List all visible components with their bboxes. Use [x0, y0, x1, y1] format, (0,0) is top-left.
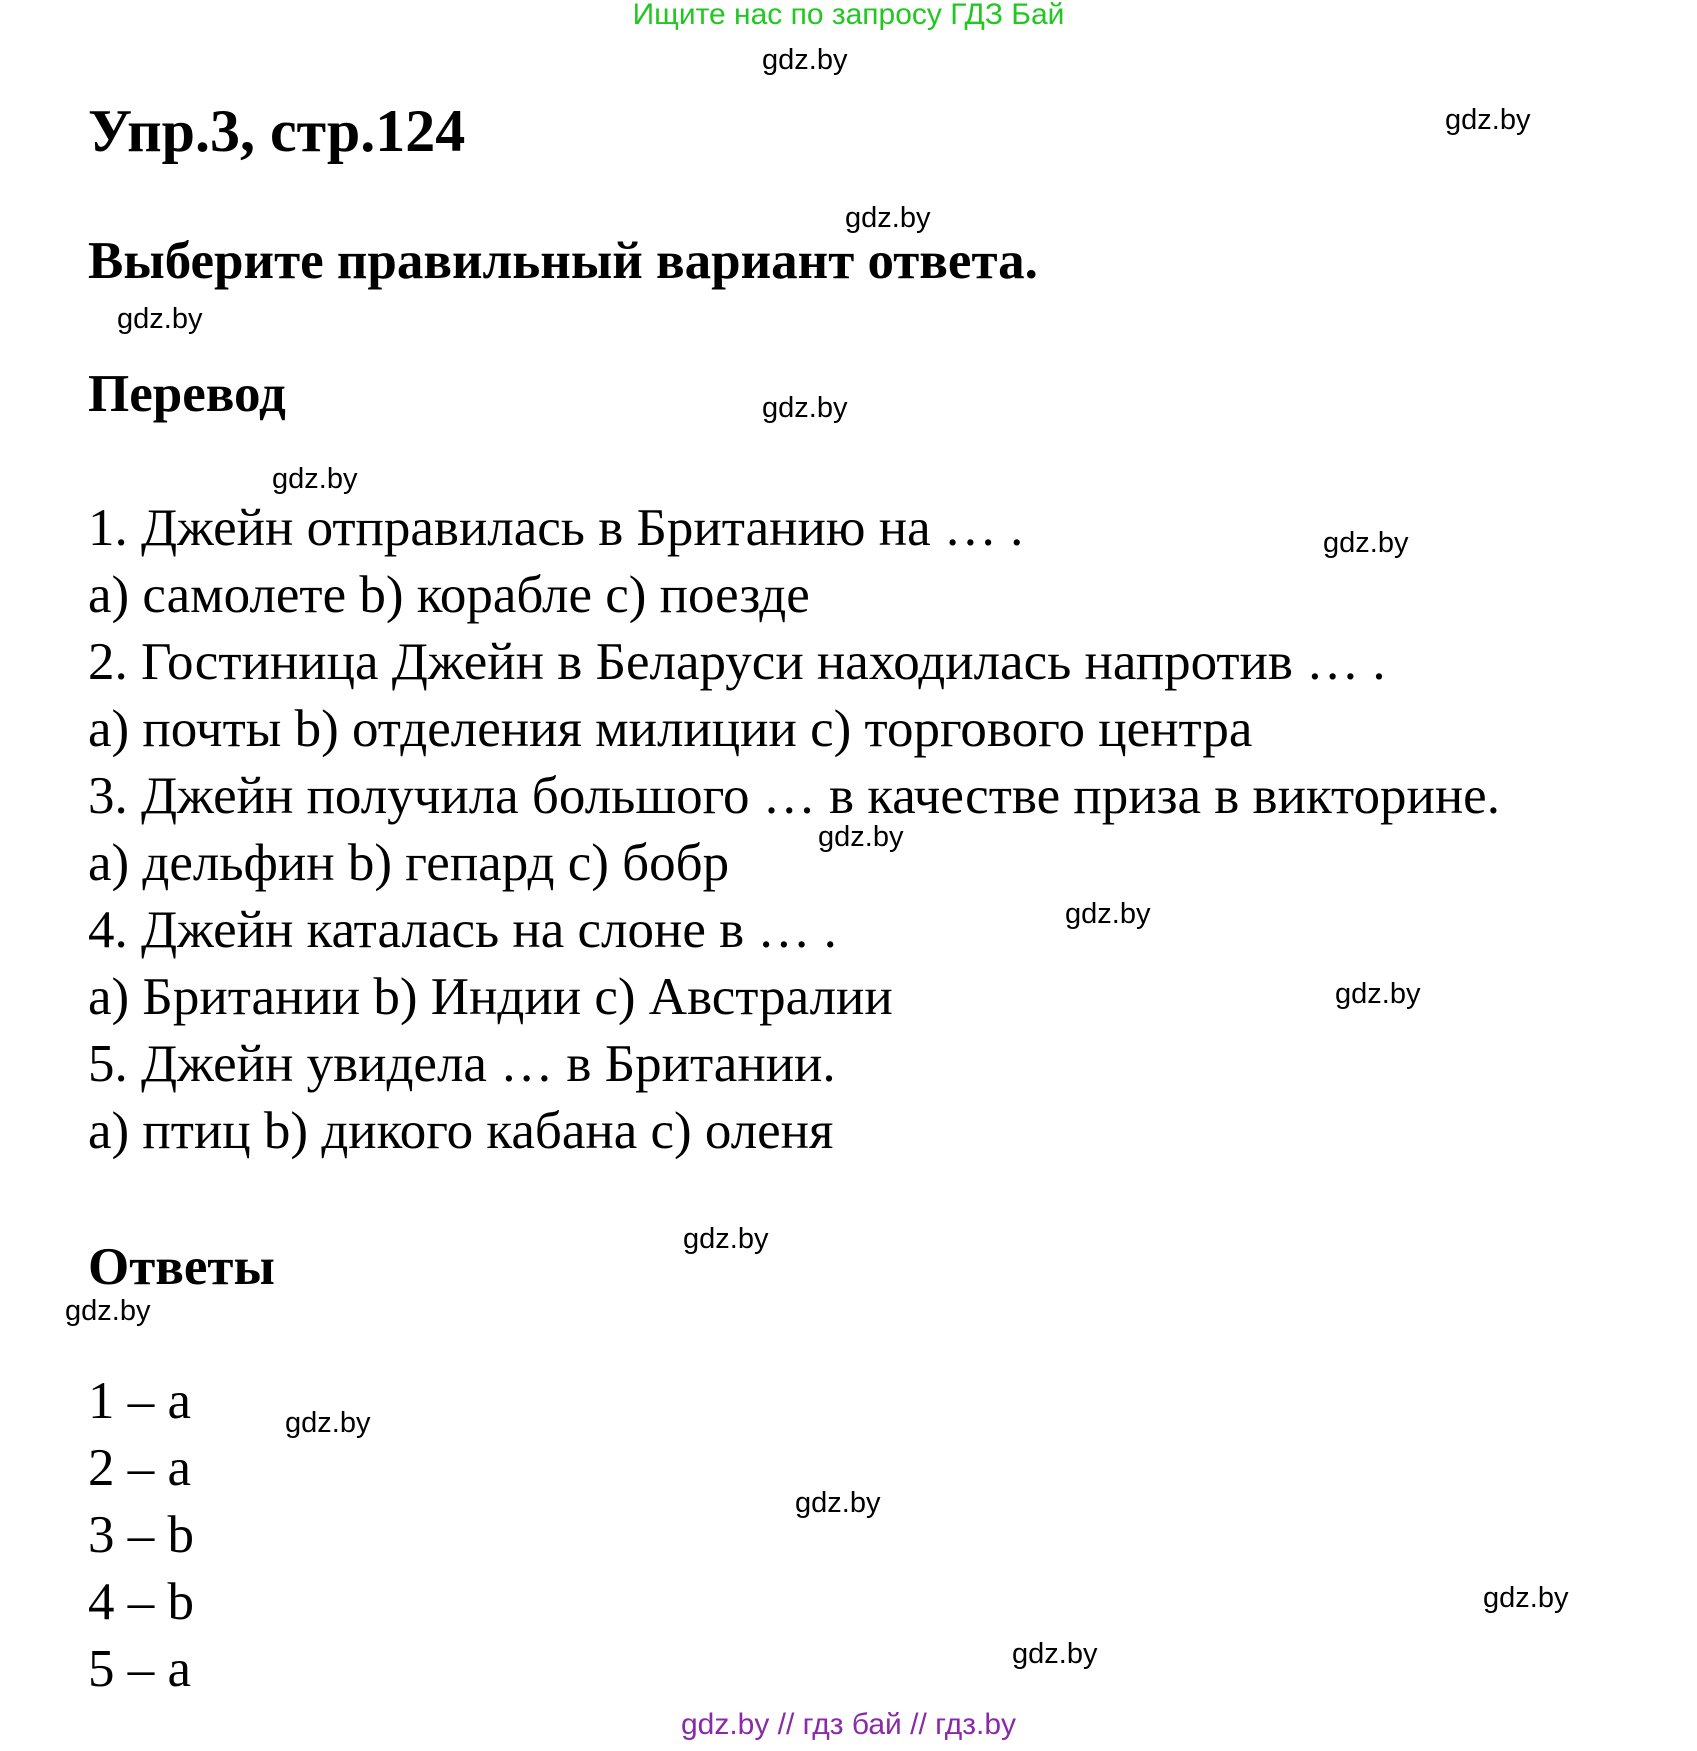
watermark: gdz.by	[1323, 527, 1409, 559]
page-title: Упр.3, стр.124	[88, 98, 466, 164]
watermark: gdz.by	[683, 1223, 769, 1255]
answer-1: 1 – a	[88, 1372, 192, 1430]
watermark: gdz.by	[1445, 104, 1531, 136]
question-2: 2. Гостиница Джейн в Беларуси находилась напротив … .	[88, 633, 1386, 691]
watermark: gdz.by	[762, 44, 848, 76]
top-banner[interactable]: Ищите нас по запросу ГДЗ Бай	[632, 0, 1065, 31]
options-3: a) дельфин b) гепард c) бобр	[88, 834, 730, 892]
answer-3: 3 – b	[88, 1506, 194, 1564]
watermark: gdz.by	[1012, 1638, 1098, 1670]
answer-4: 4 – b	[88, 1573, 194, 1631]
question-3: 3. Джейн получила большого … в качестве приза в викторине.	[88, 767, 1500, 825]
watermark: gdz.by	[795, 1487, 881, 1519]
watermark: gdz.by	[65, 1295, 151, 1327]
translation-heading: Перевод	[88, 365, 286, 423]
options-4: a) Британии b) Индии c) Австралии	[88, 968, 893, 1026]
watermark: gdz.by	[762, 392, 848, 424]
options-5: a) птиц b) дикого кабана c) оленя	[88, 1102, 834, 1160]
footer-links[interactable]: gdz.by // гдз бай // гдз.by	[680, 1708, 1017, 1741]
watermark: gdz.by	[1065, 898, 1151, 930]
task-instruction: Выберите правильный вариант ответа.	[88, 232, 1038, 290]
options-2: a) почты b) отделения милиции c) торгового центра	[88, 700, 1253, 758]
question-1: 1. Джейн отправилась в Британию на … .	[88, 499, 1024, 557]
answers-heading: Ответы	[88, 1238, 275, 1296]
watermark: gdz.by	[1483, 1582, 1569, 1614]
watermark: gdz.by	[272, 463, 358, 495]
watermark: gdz.by	[818, 821, 904, 853]
question-4: 4. Джейн каталась на слоне в … .	[88, 901, 837, 959]
answer-2: 2 – a	[88, 1439, 192, 1497]
answer-5: 5 – a	[88, 1640, 192, 1698]
watermark: gdz.by	[117, 303, 203, 335]
options-1: a) самолете b) корабле c) поезде	[88, 566, 810, 624]
watermark: gdz.by	[285, 1407, 371, 1439]
watermark: gdz.by	[845, 202, 931, 234]
watermark: gdz.by	[1335, 978, 1421, 1010]
question-5: 5. Джейн увидела … в Британии.	[88, 1035, 836, 1093]
